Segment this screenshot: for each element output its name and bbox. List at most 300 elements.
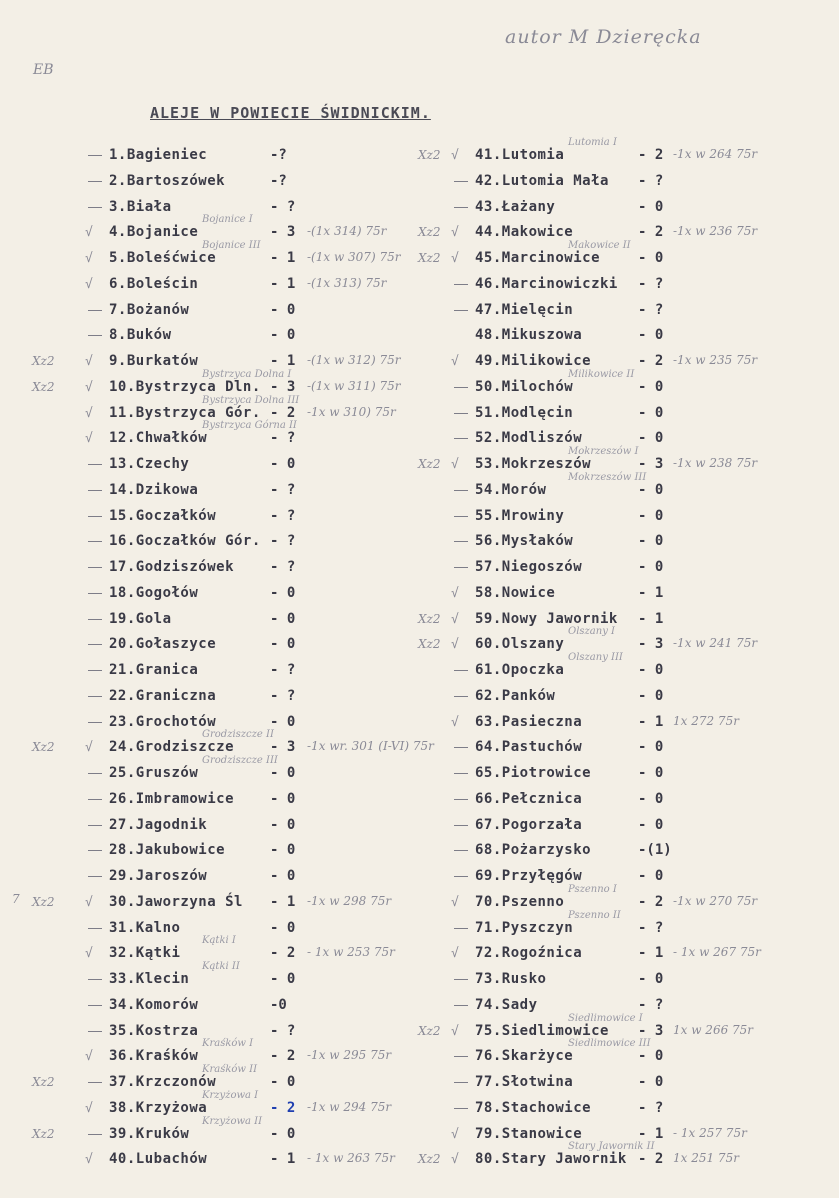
check-mark: √: [451, 585, 459, 601]
handwritten-subnote: Kątki I: [202, 935, 236, 947]
entry-value: - 3: [638, 456, 664, 472]
document-title: ALEJE W POWIECIE ŚWIDNICKIM.: [150, 104, 431, 122]
check-mark: √: [85, 276, 93, 292]
handwritten-subnote: Siedlimowice I: [568, 1012, 643, 1024]
handwritten-note: 1x 272 75r: [673, 713, 739, 728]
entry-value: - 0: [270, 842, 296, 859]
check-mark: √: [85, 1049, 93, 1065]
check-mark: √: [451, 457, 459, 472]
entry-value: - 1: [638, 584, 664, 601]
entry-name: 23.Grochotów: [109, 713, 217, 730]
list-item: [82, 632, 412, 658]
entry-value: - 0: [638, 1074, 664, 1090]
entry-name: 77.Słotwina: [475, 1074, 574, 1090]
dash-mark: [88, 1005, 102, 1006]
handwritten-note: -1x w 310) 75r: [307, 404, 396, 419]
margin-prefix: Xz2: [418, 457, 441, 471]
margin-prefix: Xz2: [32, 740, 55, 755]
entry-name: 62.Panków: [475, 687, 556, 704]
dash-mark: [88, 490, 102, 491]
entry-name: 46.Marcinowiczki: [475, 275, 618, 292]
entry-value: - 0: [638, 533, 664, 550]
list-item: [448, 471, 828, 504]
dash-mark: [88, 1031, 102, 1032]
entry-value: - 0: [638, 971, 664, 987]
entry-value: - 0: [638, 481, 664, 498]
check-mark: √: [85, 251, 93, 266]
dash-mark: [454, 799, 468, 800]
entry-name: 50.Milochów: [475, 378, 574, 395]
entry-value: - 0: [638, 739, 664, 756]
entry-name: 7.Bożanów: [109, 301, 190, 318]
check-mark: √: [451, 1126, 459, 1142]
check-mark: √: [451, 225, 459, 241]
check-mark: √: [85, 1100, 93, 1116]
list-item: [448, 368, 828, 401]
entry-value: - ?: [638, 919, 664, 936]
list-item: [448, 967, 828, 993]
list-item: [448, 684, 828, 710]
entry-value: - ?: [270, 1022, 296, 1039]
dash-mark: [88, 593, 102, 594]
entry-name: 33.Klecin: [109, 971, 190, 987]
entry-value: - 0: [638, 816, 664, 833]
list-item: [448, 864, 828, 890]
entry-value: - 0: [638, 662, 664, 678]
list-item: [82, 1147, 412, 1173]
entry-value: - 0: [270, 765, 296, 781]
handwritten-note: -(1x 314) 75r: [307, 224, 387, 239]
check-mark: √: [451, 148, 459, 163]
handwritten-subnote: Pszenno II: [568, 909, 621, 921]
list-item: [448, 169, 828, 195]
margin-prefix: Xz2: [418, 1023, 441, 1038]
entry-name: 43.Łażany: [475, 198, 556, 215]
entry-name: 45.Marcinowice: [475, 250, 601, 266]
list-item: [82, 478, 412, 504]
list-item: [448, 581, 828, 607]
entry-name: 66.Pełcznica: [475, 790, 583, 807]
entry-value: - 3: [270, 224, 296, 241]
corner-mark: EB: [33, 62, 54, 78]
entry-name: 11.Bystrzyca Gór.: [109, 404, 261, 421]
handwritten-subnote: Bystrzyca Górna II: [202, 420, 297, 432]
dash-mark: [454, 670, 468, 671]
check-mark: √: [85, 1152, 93, 1168]
list-item: [448, 838, 828, 864]
entry-value: - ?: [638, 301, 664, 318]
list-item: [32, 1115, 412, 1148]
dash-mark: [88, 928, 102, 929]
handwritten-note: -(1x 313) 75r: [307, 275, 387, 290]
handwritten-note: -(1x w 311) 75r: [307, 378, 401, 393]
entry-value: -?: [270, 147, 287, 163]
entry-name: 42.Lutomia Mała: [475, 172, 609, 189]
entry-value: - 0: [638, 765, 664, 781]
entry-value: -?: [270, 172, 287, 189]
handwritten-subnote: Stary Jawornik II: [568, 1141, 655, 1153]
entry-name: 57.Niegoszów: [475, 559, 583, 575]
dash-mark: [88, 850, 102, 851]
list-item: [82, 323, 412, 349]
entry-value: - ?: [638, 1099, 664, 1116]
list-item: [448, 710, 828, 736]
list-item: [82, 864, 412, 890]
handwritten-note: -1x w 298 75r: [307, 893, 392, 908]
margin-mark: 7: [12, 892, 20, 906]
left-column-list: [32, 143, 434, 1173]
dash-mark: [454, 979, 468, 980]
check-mark: √: [85, 894, 93, 910]
dash-mark: [88, 541, 102, 542]
list-item: [82, 658, 412, 684]
entry-value: - ?: [270, 687, 296, 704]
margin-prefix: Xz2: [418, 148, 441, 162]
list-item: [448, 298, 828, 324]
entry-value: -(1): [638, 842, 672, 859]
list-item: [82, 838, 412, 864]
handwritten-subnote: Bojanice I: [202, 214, 253, 226]
list-item: [82, 504, 412, 530]
entry-name: 60.Olszany: [475, 636, 565, 653]
list-item: [82, 581, 412, 607]
list-item: [32, 890, 412, 916]
list-item: [82, 240, 412, 272]
check-mark: √: [451, 1023, 459, 1039]
entry-value: - 2: [638, 353, 664, 369]
entry-name: 70.Pszenno: [475, 893, 565, 910]
entry-value: - 1: [270, 353, 296, 369]
list-item: [82, 935, 412, 967]
entry-name: 10.Bystrzyca Dln.: [109, 378, 261, 395]
handwritten-note: -1x w 236 75r: [673, 224, 758, 239]
entry-value: - 3: [270, 739, 296, 756]
list-item: [418, 137, 828, 169]
list-item: [82, 755, 412, 787]
check-mark: √: [85, 431, 93, 447]
author-annotation: autor M Dzieręcka: [505, 26, 702, 48]
entry-value: - ?: [270, 481, 296, 498]
entry-name: 52.Modliszów: [475, 430, 583, 447]
list-item: [418, 220, 828, 246]
dash-mark: [454, 541, 468, 542]
list-item: [82, 555, 412, 581]
check-mark: √: [85, 946, 93, 962]
margin-prefix: Xz2: [32, 354, 55, 368]
dash-mark: [88, 825, 102, 826]
entry-name: 63.Pasieczna: [475, 713, 583, 730]
list-item: [82, 452, 412, 478]
entry-name: 32.Kątki: [109, 945, 181, 962]
entry-value: - ?: [638, 275, 664, 292]
list-item: [448, 401, 828, 427]
entry-name: 19.Gola: [109, 610, 172, 627]
handwritten-subnote: Makowice II: [568, 240, 631, 251]
entry-name: 4.Bojanice: [109, 224, 199, 241]
entry-value: - 1: [638, 945, 664, 962]
dash-mark: [88, 876, 102, 877]
check-mark: √: [451, 1152, 459, 1168]
entry-name: 80.Stary Jawornik: [475, 1151, 627, 1168]
handwritten-note: -1x wr. 301 (I-VI) 75r: [307, 739, 434, 754]
entry-name: 30.Jaworzyna Śl: [109, 893, 243, 910]
dash-mark: [454, 284, 468, 285]
list-item: [448, 735, 828, 761]
dash-mark: [454, 310, 468, 311]
handwritten-subnote: Mokrzeszów III: [568, 471, 647, 483]
handwritten-note: -1x w 294 75r: [307, 1099, 392, 1114]
handwritten-subnote: Grodziszcze III: [202, 755, 278, 766]
entry-value: - 0: [638, 868, 664, 884]
list-item: [448, 787, 828, 813]
dash-mark: [88, 335, 102, 336]
dash-mark: [88, 722, 102, 723]
list-item: [82, 684, 412, 710]
handwritten-subnote: Siedlimowice III: [568, 1038, 651, 1050]
list-item: [448, 652, 828, 684]
dash-mark: [454, 207, 468, 208]
entry-value: - 1: [270, 1151, 296, 1168]
entry-value: - 0: [270, 1125, 296, 1142]
dash-mark: [454, 387, 468, 388]
check-mark: √: [85, 379, 93, 395]
dash-mark: [88, 181, 102, 182]
entry-name: 40.Lubachów: [109, 1151, 208, 1168]
handwritten-note: -1x w 235 75r: [673, 353, 758, 367]
entry-value: - 0: [638, 198, 664, 215]
entry-name: 20.Gołaszyce: [109, 636, 217, 653]
list-item: [418, 240, 828, 272]
list-item: [448, 813, 828, 839]
entry-value: - ?: [270, 198, 296, 215]
entry-value: - 3: [638, 636, 664, 653]
margin-prefix: Xz2: [32, 894, 55, 909]
handwritten-note: -1x w 295 75r: [307, 1048, 392, 1063]
list-item: [448, 529, 828, 555]
check-mark: √: [85, 405, 93, 421]
entry-name: 24.Grodziszcze: [109, 739, 235, 756]
check-mark: √: [451, 354, 459, 369]
entry-name: 14.Dzikowa: [109, 481, 199, 498]
entry-value: - 0: [270, 636, 296, 653]
entry-name: 39.Kruków: [109, 1125, 190, 1142]
margin-prefix: Xz2: [418, 637, 441, 652]
entry-name: 29.Jaroszów: [109, 868, 208, 884]
entry-value: - 2: [270, 1048, 296, 1065]
list-item: [448, 323, 828, 349]
entry-name: 41.Lutomia: [475, 147, 565, 163]
entry-name: 12.Chwałków: [109, 430, 208, 447]
entry-value: - 1: [270, 250, 296, 266]
entry-value: - 1: [270, 893, 296, 910]
handwritten-note: - 1x w 263 75r: [307, 1151, 395, 1166]
dash-mark: [454, 1082, 468, 1083]
dash-mark: [454, 696, 468, 697]
entry-name: 72.Rogoźnica: [475, 945, 583, 962]
entry-value: - 2: [270, 404, 296, 421]
dash-mark: [88, 516, 102, 517]
entry-name: 47.Mielęcin: [475, 301, 574, 318]
entry-value: - 0: [638, 687, 664, 704]
list-item: [82, 143, 412, 169]
entry-name: 34.Komorów: [109, 996, 199, 1013]
check-mark: √: [451, 637, 459, 653]
entry-name: 61.Opoczka: [475, 662, 565, 678]
dash-mark: [88, 155, 102, 156]
entry-name: 9.Burkatów: [109, 353, 199, 369]
list-item: [448, 1038, 828, 1070]
margin-prefix: Xz2: [32, 379, 55, 394]
entry-value: - 0: [270, 584, 296, 601]
entry-name: 28.Jakubowice: [109, 842, 226, 859]
dash-mark: [454, 413, 468, 414]
handwritten-subnote: Grodziszcze II: [202, 729, 274, 741]
list-item: [82, 813, 412, 839]
handwritten-subnote: Milikowice II: [568, 368, 635, 380]
handwritten-subnote: Mokrzeszów I: [568, 446, 639, 457]
margin-prefix: Xz2: [418, 1152, 441, 1167]
margin-prefix: Xz2: [418, 611, 441, 626]
dash-mark: [88, 799, 102, 800]
entry-value: - 0: [638, 430, 664, 447]
handwritten-subnote: Lutomia I: [568, 137, 617, 148]
entry-name: 75.Siedlimowice: [475, 1022, 609, 1039]
entry-value: - 2: [638, 893, 664, 910]
dash-mark: [454, 1005, 468, 1006]
handwritten-subnote: Pszenno I: [568, 883, 617, 895]
entry-name: 15.Goczałków: [109, 507, 217, 524]
dash-mark: [454, 825, 468, 826]
check-mark: √: [451, 894, 459, 910]
list-item: [418, 1141, 828, 1173]
dash-mark: [88, 644, 102, 645]
entry-value: - 2: [638, 1151, 664, 1168]
handwritten-note: 1x 251 75r: [673, 1151, 739, 1166]
handwritten-note: 1x w 266 75r: [673, 1022, 754, 1037]
entry-name: 36.Kraśków: [109, 1048, 199, 1065]
handwritten-note: -1x w 264 75r: [673, 147, 758, 161]
entry-name: 37.Krzczonów: [109, 1074, 217, 1090]
entry-name: 21.Granica: [109, 662, 199, 678]
handwritten-note: -1x w 241 75r: [673, 636, 758, 651]
dash-mark: [454, 567, 468, 568]
entry-value: - 0: [270, 790, 296, 807]
entry-name: 49.Milikowice: [475, 353, 592, 369]
handwritten-subnote: Kątki II: [202, 961, 240, 972]
handwritten-note: -1x w 238 75r: [673, 456, 758, 470]
entry-value: - 0: [270, 713, 296, 730]
dash-mark: [88, 1134, 102, 1135]
list-item: [82, 961, 412, 993]
entry-name: 31.Kalno: [109, 919, 181, 936]
list-item: [448, 195, 828, 221]
list-item: [82, 169, 412, 195]
check-mark: √: [451, 611, 459, 627]
list-item: [82, 529, 412, 555]
dash-mark: [454, 181, 468, 182]
right-column-list: [418, 137, 828, 1173]
entry-name: 3.Biała: [109, 198, 172, 215]
entry-value: - ?: [270, 662, 296, 678]
entry-name: 8.Buków: [109, 327, 172, 344]
list-item: [448, 1070, 828, 1096]
entry-name: 6.Boleścin: [109, 275, 199, 292]
handwritten-note: -(1x w 312) 75r: [307, 353, 401, 367]
entry-value: - 0: [638, 507, 664, 524]
entry-name: 76.Skarżyce: [475, 1048, 574, 1065]
list-item: [448, 909, 828, 942]
list-item: [82, 607, 412, 633]
dash-mark: [88, 464, 102, 465]
entry-value: - ?: [270, 559, 296, 575]
margin-prefix: Xz2: [418, 225, 441, 240]
entry-name: 78.Stachowice: [475, 1099, 592, 1116]
handwritten-note: - 1x 257 75r: [673, 1125, 747, 1140]
dash-mark: [454, 850, 468, 851]
entry-name: 13.Czechy: [109, 456, 190, 472]
entry-name: 5.Boleśćwice: [109, 250, 217, 266]
entry-value: - 0: [638, 1048, 664, 1065]
entry-name: 55.Mrowiny: [475, 507, 565, 524]
entry-name: 1.Bagieniec: [109, 147, 208, 163]
entry-name: 38.Krzyżowa: [109, 1099, 208, 1116]
entry-value: - 2: [638, 147, 664, 163]
entry-value: - 2: [638, 224, 664, 241]
entry-value: - 0: [638, 790, 664, 807]
list-item: [448, 555, 828, 581]
dash-mark: [454, 876, 468, 877]
handwritten-subnote: Olszany III: [568, 652, 623, 663]
entry-value: - 0: [270, 301, 296, 318]
dash-mark: [454, 490, 468, 491]
list-item: [448, 349, 828, 375]
entry-name: 35.Kostrza: [109, 1022, 199, 1039]
entry-value: - 0: [270, 816, 296, 833]
entry-name: 17.Godziszówek: [109, 559, 235, 575]
list-item: [418, 626, 828, 658]
list-item: [448, 883, 828, 916]
entry-value: - ?: [638, 996, 664, 1013]
dash-mark: [454, 516, 468, 517]
entry-value: - 0: [638, 378, 664, 395]
handwritten-subnote: Bystrzyca Dolna I: [202, 368, 292, 380]
entry-name: 2.Bartoszówek: [109, 172, 226, 189]
list-item: [82, 420, 412, 452]
dash-mark: [88, 670, 102, 671]
handwritten-subnote: Krzyżowa I: [202, 1089, 259, 1101]
entry-value: - 0: [270, 868, 296, 884]
check-mark: √: [451, 946, 459, 962]
entry-value: - 1: [638, 610, 664, 627]
entry-value: -0: [270, 996, 287, 1013]
entry-name: 56.Mysłaków: [475, 533, 574, 550]
check-mark: √: [451, 714, 459, 730]
handwritten-subnote: Bystrzyca Dolna III: [202, 394, 300, 406]
entry-value: - 2: [270, 945, 296, 962]
handwritten-note: - 1x w 267 75r: [673, 945, 761, 960]
dash-mark: [88, 207, 102, 208]
entry-name: 26.Imbramowice: [109, 790, 235, 807]
entry-value: - 0: [638, 559, 664, 575]
handwritten-note: -1x w 270 75r: [673, 893, 758, 908]
entry-value: - ?: [638, 172, 664, 189]
handwritten-note: - 1x w 253 75r: [307, 945, 395, 960]
dash-mark: [454, 1108, 468, 1109]
entry-name: 59.Nowy Jawornik: [475, 610, 618, 627]
entry-value: - ?: [270, 533, 296, 550]
list-item: [82, 298, 412, 324]
entry-name: 27.Jagodnik: [109, 816, 208, 833]
